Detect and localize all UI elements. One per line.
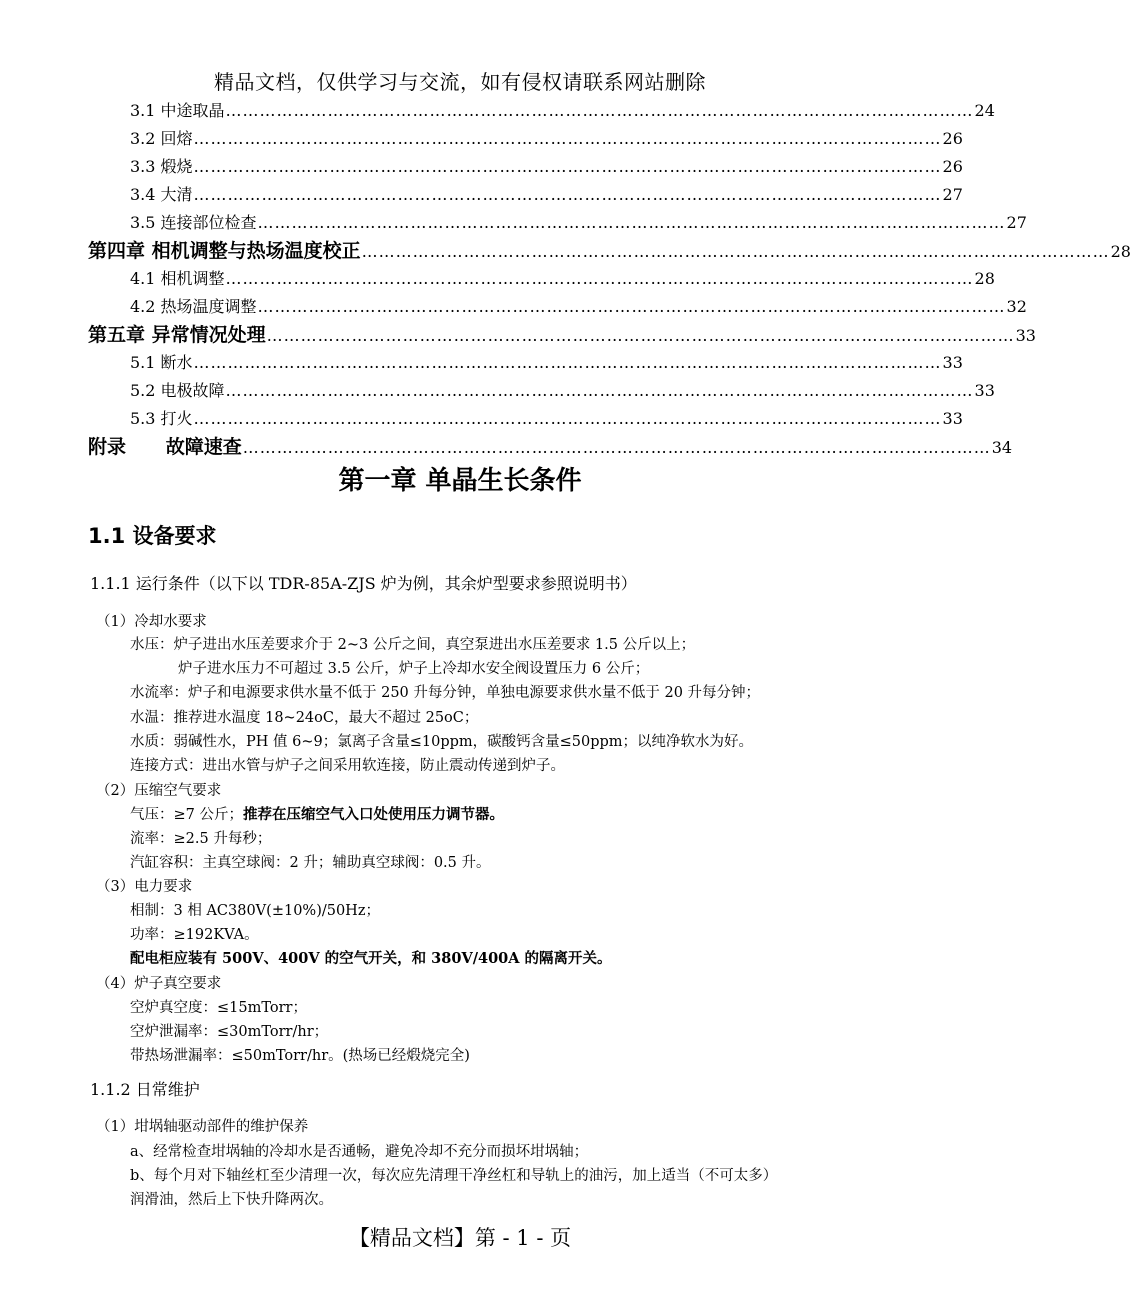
body-text: b、每个月对下轴丝杠至少清理一次，每次应先清理干净丝杠和导轨上的油污，加上适当（不可太多） <box>130 1168 778 1184</box>
body-text: 润滑油，然后上下快升降两次。 <box>130 1192 333 1208</box>
toc-entry[interactable] <box>130 154 963 177</box>
toc-entry[interactable] <box>130 210 1027 233</box>
body-text: 汽缸容积：主真空球阀：2 升；辅助真空球阀：0.5 升。 <box>130 855 491 871</box>
body-text: 带热场泄漏率：≤50mTorr/hr。(热场已经煅烧完全) <box>130 1048 470 1064</box>
toc-entry-page: 32 <box>1006 297 1027 316</box>
toc-chapter-entry[interactable] <box>88 236 1131 263</box>
item-heading: （3）电力要求 <box>96 879 193 895</box>
toc-leader-dots: …………………………………………………………………………………………………………………… <box>266 326 1015 345</box>
toc-leader-dots: …………………………………………………………………………………………………………………… <box>225 101 974 120</box>
toc-leader-dots: …………………………………………………………………………………………………………………… <box>225 381 974 400</box>
chapter-title: 第一章 单晶生长条件 <box>338 466 582 496</box>
page-footer: 【精品文档】第 - 1 - 页 <box>348 1226 572 1250</box>
toc-entry-page: 26 <box>942 129 963 148</box>
toc-entry[interactable] <box>130 378 995 401</box>
toc-leader-dots: …………………………………………………………………………………………………………………… <box>193 129 942 148</box>
body-text-emphasis: 推荐在压缩空气入口处使用压力调节器。 <box>242 806 504 823</box>
toc-entry-title: 5.1 断水 <box>130 353 193 372</box>
page-header: 精品文档，仅供学习与交流，如有侵权请联系网站删除 <box>214 70 706 94</box>
body-text: 水温：推荐进水温度 18~24oC，最大不超过 25oC； <box>130 710 479 726</box>
toc-leader-dots: …………………………………………………………………………………………………………………… <box>193 409 942 428</box>
body-text: a、经常检查坩埚轴的冷却水是否通畅，避免冷却不充分而损坏坩埚轴； <box>130 1144 589 1160</box>
toc-entry-page: 28 <box>974 269 995 288</box>
toc-entry-page: 33 <box>1015 326 1036 345</box>
body-text: 水质：弱碱性水，PH 值 6~9；氯离子含量≤10ppm，碳酸钙含量≤50ppm；以纯净软水为好。 <box>130 734 754 750</box>
toc-chapter-entry[interactable] <box>88 432 1013 459</box>
subsection-heading: 1.1.2 日常维护 <box>90 1080 200 1099</box>
toc-entry-title: 4.2 热场温度调整 <box>130 297 257 316</box>
toc-entry-title: 3.5 连接部位检查 <box>130 213 257 232</box>
section-title: 1.1 设备要求 <box>88 524 217 548</box>
toc-leader-dots: …………………………………………………………………………………………………………………… <box>242 438 991 457</box>
toc-entry-page: 33 <box>974 381 995 400</box>
body-text: 水压：炉子进出水压差要求介于 2~3 公斤之间，真空泵进出水压差要求 1.5 公斤以上； <box>130 637 696 653</box>
toc-entry[interactable] <box>130 182 963 205</box>
toc-entry-title: 5.3 打火 <box>130 409 193 428</box>
toc-entry-page: 34 <box>991 438 1013 457</box>
toc-entry-page: 27 <box>942 185 963 204</box>
toc-entry-page: 24 <box>974 101 995 120</box>
body-text: 连接方式：进出水管与炉子之间采用软连接，防止震动传递到炉子。 <box>130 758 565 774</box>
body-text <box>130 803 504 824</box>
toc-entry-page: 26 <box>942 157 963 176</box>
toc-leader-dots: …………………………………………………………………………………………………………………… <box>225 269 974 288</box>
toc-entry-page: 33 <box>942 353 963 372</box>
body-text-emphasis: 配电柜应装有 500V、400V 的空气开关，和 380V/400A 的隔离开关。 <box>130 950 612 967</box>
item-heading: （1）冷却水要求 <box>96 614 207 630</box>
toc-leader-dots: …………………………………………………………………………………………………………………… <box>257 213 1006 232</box>
body-text: 空炉泄漏率：≤30mTorr/hr； <box>130 1024 329 1040</box>
toc-entry-title: 3.3 煅烧 <box>130 157 193 176</box>
toc-entry-page: 27 <box>1006 213 1027 232</box>
body-text: 相制：3 相 AC380V(±10%)/50Hz； <box>130 903 380 919</box>
body-text-plain: 气压：≥7 公斤； <box>130 807 243 823</box>
toc-entry-title: 3.4 大清 <box>130 185 193 204</box>
body-text: 空炉真空度：≤15mTorr； <box>130 1000 307 1016</box>
toc-entry-title: 5.2 电极故障 <box>130 381 225 400</box>
subsection-heading: 1.1.1 运行条件（以下以 TDR-85A-ZJS 炉为例，其余炉型要求参照说明书） <box>90 574 637 593</box>
item-heading: （4）炉子真空要求 <box>96 976 222 992</box>
toc-entry[interactable] <box>130 294 1027 317</box>
toc-entry[interactable] <box>130 350 963 373</box>
body-text: 流率：≥2.5 升每秒； <box>130 831 272 847</box>
toc-entry-page: 28 <box>1110 242 1131 261</box>
toc-entry-title: 3.2 回熔 <box>130 129 193 148</box>
toc-entry-title: 4.1 相机调整 <box>130 269 225 288</box>
toc-leader-dots: …………………………………………………………………………………………………………………… <box>193 157 942 176</box>
body-text: 水流率：炉子和电源要求供水量不低于 250 升每分钟，单独电源要求供水量不低于 20 升每分钟； <box>130 685 761 701</box>
toc-entry-title: 第四章 相机调整与热场温度校正 <box>88 240 361 262</box>
item-heading: （1）坩埚轴驱动部件的维护保养 <box>96 1119 309 1135</box>
toc-leader-dots: …………………………………………………………………………………………………………………… <box>193 353 942 372</box>
toc-entry[interactable] <box>130 406 963 429</box>
body-text: 炉子进水压力不可超过 3.5 公斤，炉子上冷却水安全阀设置压力 6 公斤； <box>178 661 650 677</box>
toc-entry-page: 33 <box>942 409 963 428</box>
toc-entry[interactable] <box>130 98 995 121</box>
body-text: 功率：≥192KVA。 <box>130 927 259 943</box>
toc-leader-dots: …………………………………………………………………………………………………………………… <box>193 185 942 204</box>
toc-entry-title: 附录 故障速查 <box>88 436 242 458</box>
toc-entry-title: 3.1 中途取晶 <box>130 101 225 120</box>
toc-leader-dots: …………………………………………………………………………………………………………………… <box>361 242 1110 261</box>
toc-entry[interactable] <box>130 266 995 289</box>
toc-entry-title: 第五章 异常情况处理 <box>88 324 266 346</box>
toc-chapter-entry[interactable] <box>88 320 1036 347</box>
item-heading: （2）压缩空气要求 <box>96 783 222 799</box>
toc-entry[interactable] <box>130 126 963 149</box>
toc-leader-dots: …………………………………………………………………………………………………………………… <box>257 297 1006 316</box>
